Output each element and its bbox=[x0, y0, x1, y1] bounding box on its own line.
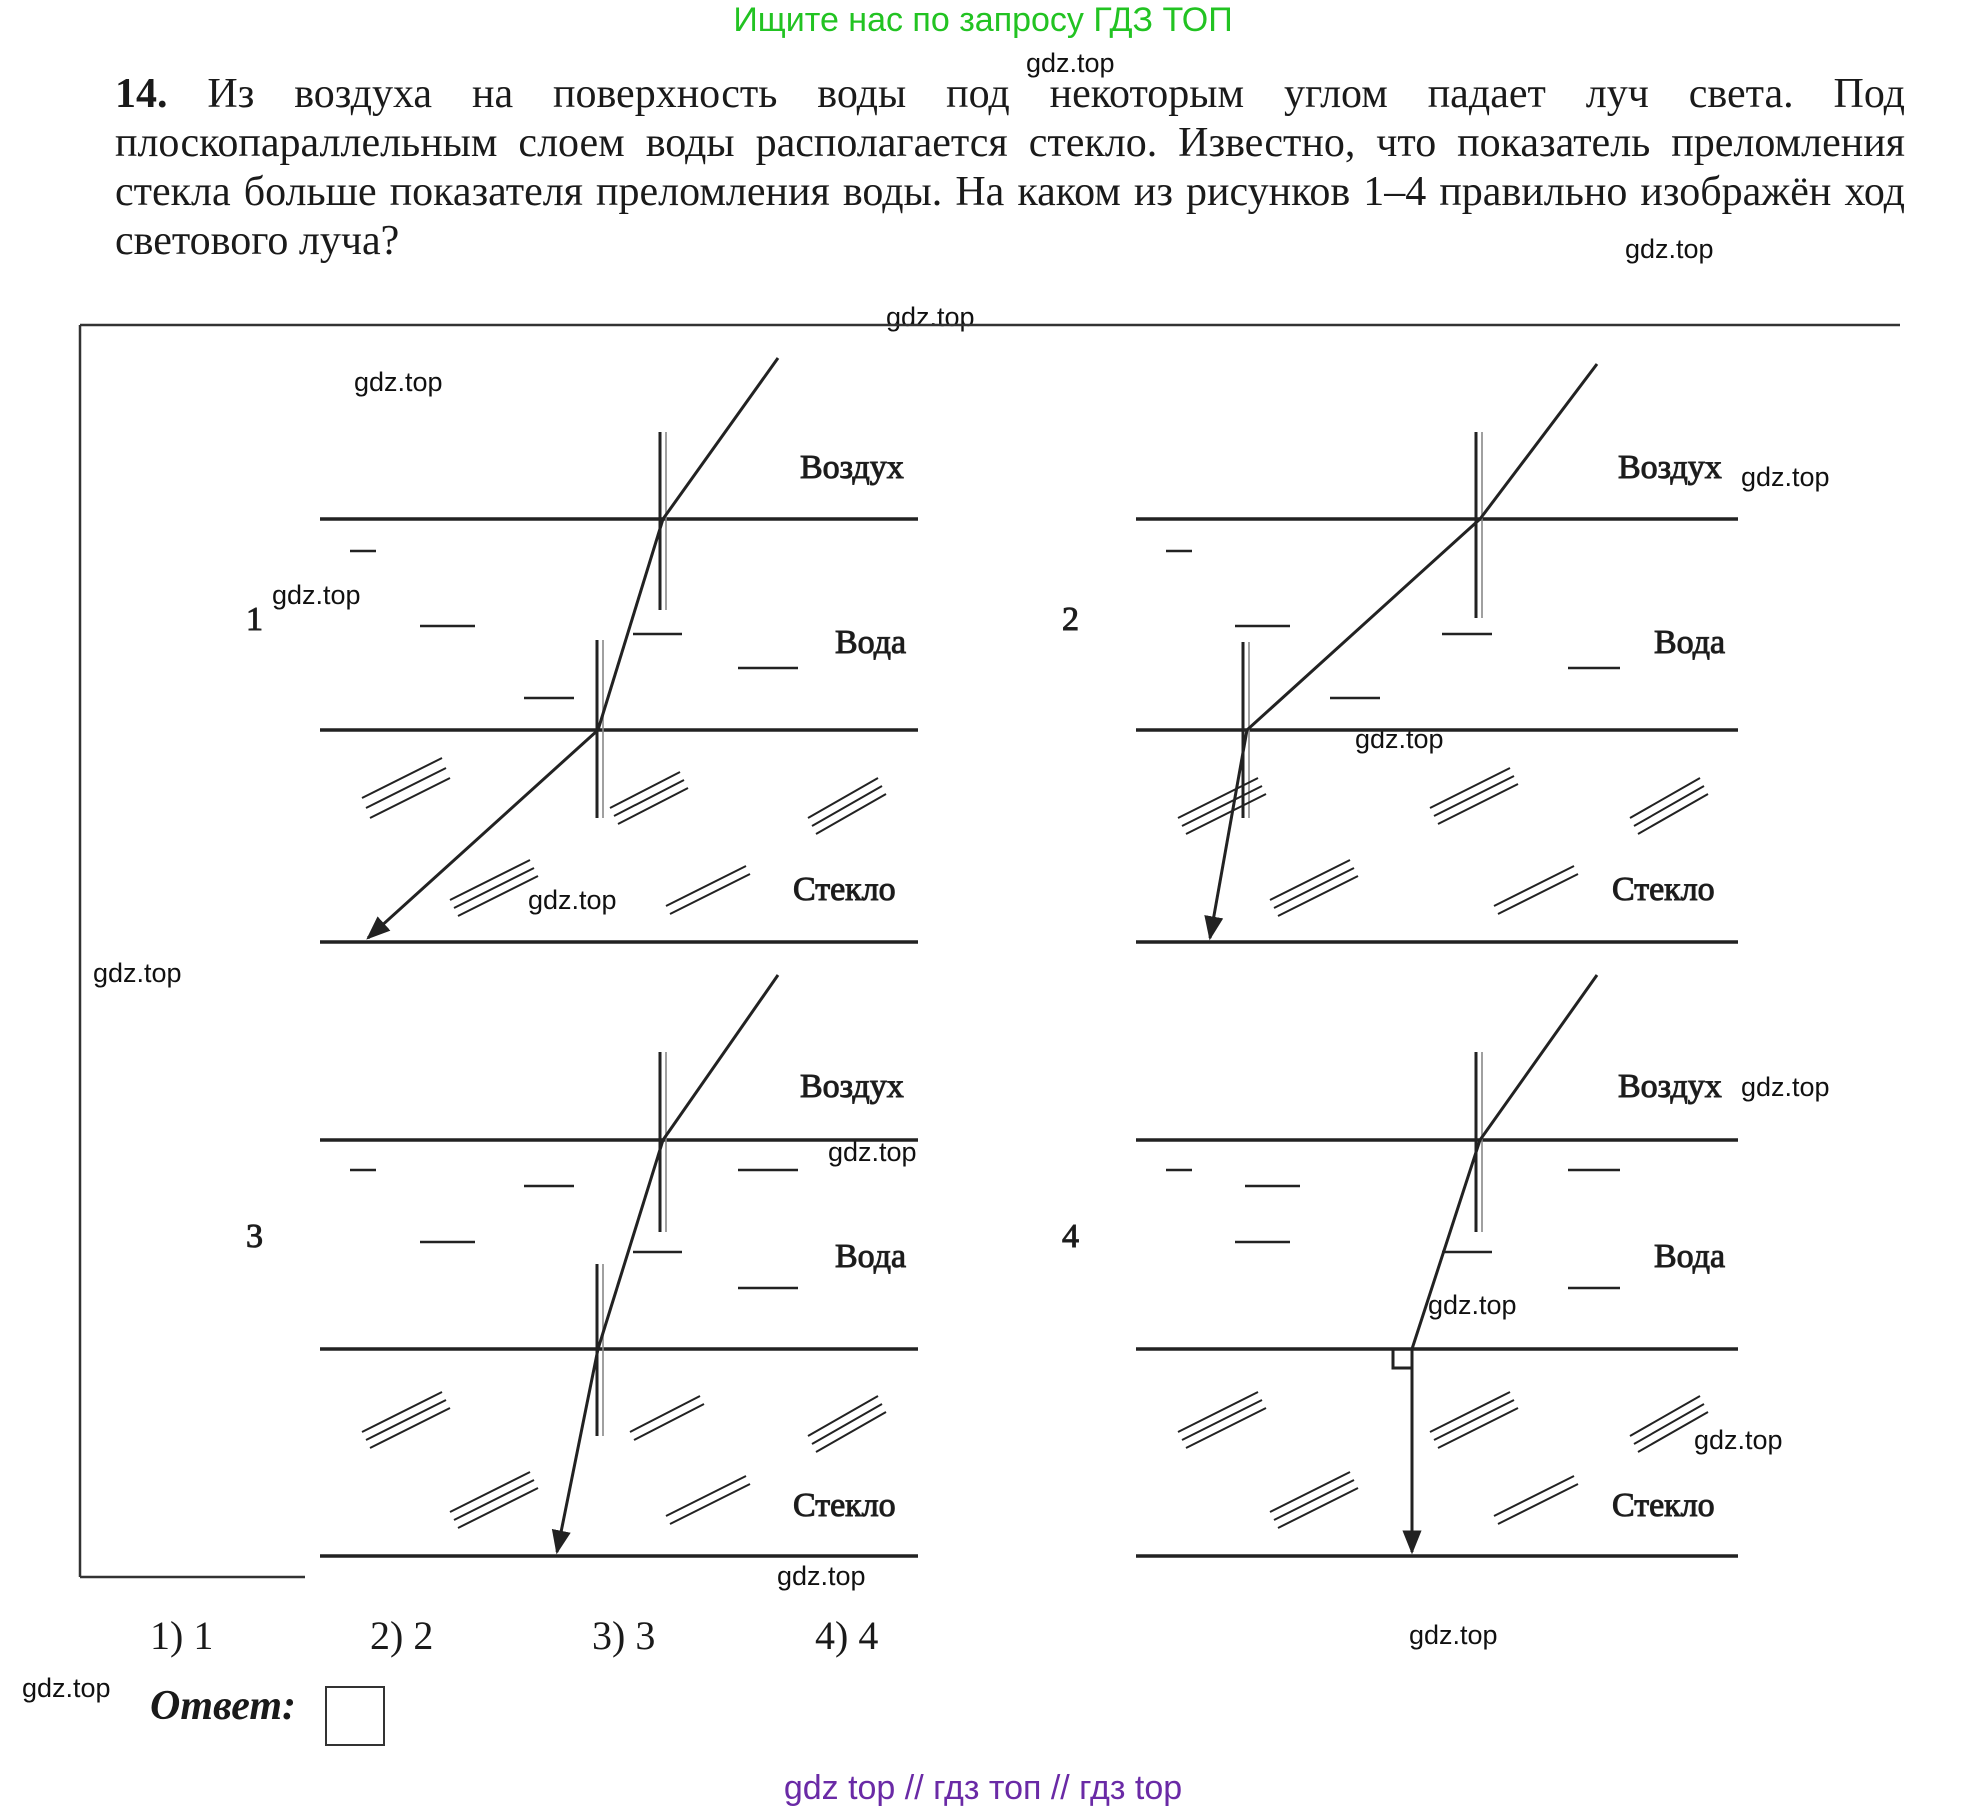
label-glass: Стекло bbox=[1612, 1487, 1715, 1524]
option-3[interactable]: 3) 3 bbox=[592, 1613, 656, 1658]
figure-3 bbox=[246, 975, 918, 1556]
watermark: gdz.top bbox=[1625, 234, 1714, 264]
label-air: Воздух bbox=[800, 449, 904, 486]
watermark: gdz.top bbox=[1428, 1290, 1517, 1320]
label-glass: Стекло bbox=[793, 1487, 896, 1524]
figure-1 bbox=[246, 358, 918, 942]
figure-number: 1 bbox=[246, 601, 263, 638]
top-banner: Ищите нас по запросу ГДЗ ТОП bbox=[733, 1, 1233, 39]
label-water: Вода bbox=[835, 624, 907, 661]
watermark: gdz.top bbox=[1355, 724, 1444, 754]
watermark: gdz.top bbox=[1409, 1620, 1498, 1650]
answer-label: Ответ: bbox=[150, 1683, 296, 1729]
label-water: Вода bbox=[1654, 624, 1726, 661]
watermark: gdz.top bbox=[886, 302, 975, 332]
figure-4 bbox=[1062, 975, 1738, 1556]
problem-text: Из воздуха на поверхность воды под некоторым углом падает луч света. Под плоскопараллельным слоем воды располагается стекло. Известно, что показатель преломления стекла больше показателя преломления воды. На каком из рисунков 1–4 правильно изображён ход светового луча? bbox=[115, 71, 1905, 264]
watermark: gdz.top bbox=[93, 958, 182, 988]
watermark: gdz.top bbox=[1741, 1072, 1830, 1102]
figure-number: 4 bbox=[1062, 1218, 1079, 1255]
label-air: Воздух bbox=[1618, 449, 1722, 486]
option-2[interactable]: 2) 2 bbox=[370, 1613, 434, 1658]
figure-frame bbox=[80, 325, 1900, 1577]
label-glass: Стекло bbox=[793, 871, 896, 908]
watermark: gdz.top bbox=[22, 1673, 111, 1703]
label-glass: Стекло bbox=[1612, 871, 1715, 908]
label-water: Вода bbox=[1654, 1238, 1726, 1275]
watermark: gdz.top bbox=[354, 367, 443, 397]
label-water: Вода bbox=[835, 1238, 907, 1275]
watermark: gdz.top bbox=[828, 1137, 917, 1167]
figure-number: 2 bbox=[1062, 601, 1079, 638]
watermark: gdz.top bbox=[777, 1561, 866, 1591]
option-4[interactable]: 4) 4 bbox=[815, 1613, 879, 1658]
figure-number: 3 bbox=[246, 1218, 263, 1255]
bottom-banner: gdz top // гдз топ // гдз top bbox=[783, 1769, 1183, 1807]
watermark: gdz.top bbox=[1026, 48, 1115, 78]
label-air: Воздух bbox=[800, 1068, 904, 1105]
watermark: gdz.top bbox=[1694, 1425, 1783, 1455]
option-1[interactable]: 1) 1 bbox=[150, 1613, 214, 1658]
watermark: gdz.top bbox=[1741, 462, 1830, 492]
figure-2 bbox=[1062, 364, 1738, 942]
label-air: Воздух bbox=[1618, 1068, 1722, 1105]
watermark: gdz.top bbox=[272, 580, 361, 610]
answer-input-box[interactable] bbox=[325, 1686, 385, 1746]
problem-number: 14. bbox=[115, 71, 168, 117]
watermark: gdz.top bbox=[528, 885, 617, 915]
